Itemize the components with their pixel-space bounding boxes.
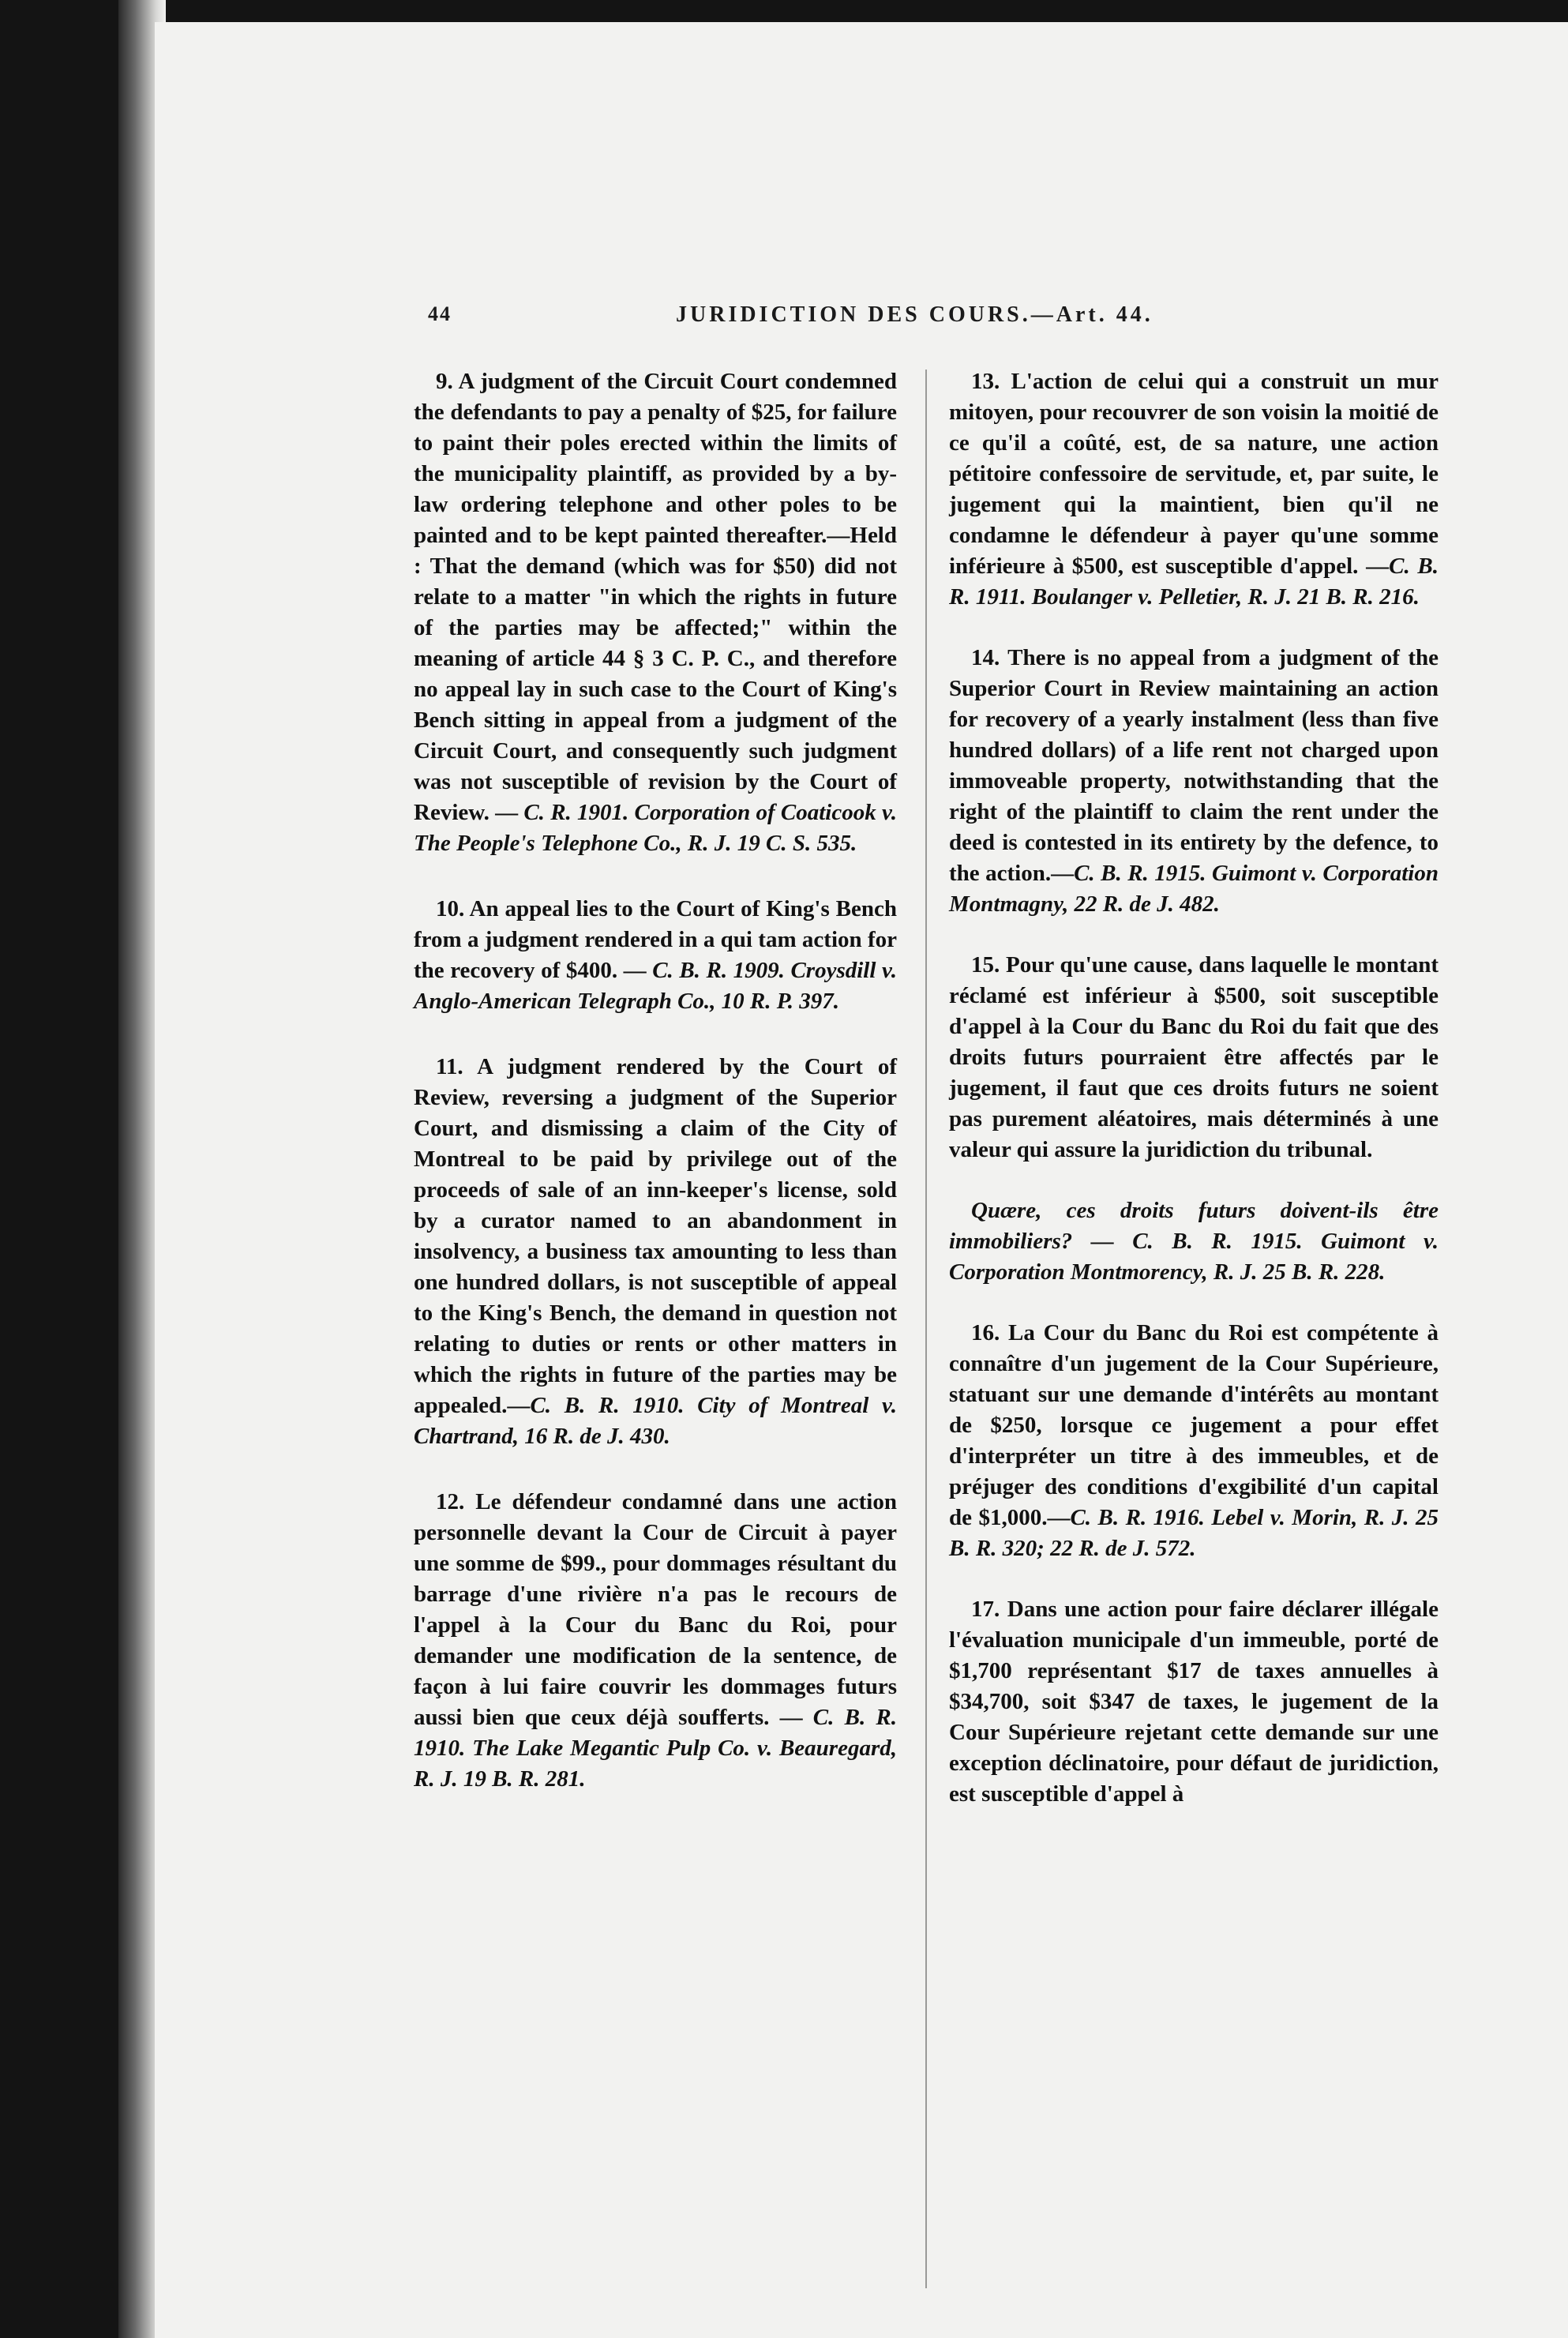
citation: C. B. R. 1916. Lebel v. Morin, R. J. 25 B. R. 320; 22 R. de J. 572. [949,1505,1439,1561]
paragraph-body: Quære, ces droits futurs doivent-ils être immobiliers? — [949,1198,1439,1254]
paragraph-11 [414,1052,897,1452]
column-divider [925,370,927,2288]
citation: C. B. R. 1911. Boulanger v. Pelletier, R. J. 21 B. R. 216. [949,554,1439,610]
page-header [155,302,1568,342]
paragraph-body: 10. An appeal lies to the Court of King's Bench from a judgment rendered in a qui tam action for the recovery of $400. — [414,896,897,983]
paragraph-body: 9. A judgment of the Circuit Court condemned the defendants to pay a penalty of $25, for failure to paint their poles erected within the limits of the municipality plaintiff, as provided by a by-law ordering telephone and other poles to be painted and to be kept painted thereafter.—Held : That the demand (which was for $50) did not relate to a matter "in which the rights in future of the parties may be affected;" within the meaning of article 44 § 3 C. P. C., and therefore no appeal lay in such case to the Court of King's Bench sitting in appeal from a judgment of the Circuit Court, and consequently such judgment was not susceptible of revision by the Court of Review. — [414,369,897,825]
citation: C. B. R. 1909. Croysdill v. Anglo-American Telegraph Co., 10 R. P. 397. [414,958,897,1014]
paragraph-quaere [949,1195,1439,1288]
paragraph-13 [949,366,1439,613]
citation: C. R. 1901. Corporation of Coaticook v. The People's Telephone Co., R. J. 19 C. S. 535. [414,800,897,856]
paragraph-10 [414,894,897,1017]
running-title: JURIDICTION DES COURS.—Art. 44. [676,302,1153,327]
paragraph-body: 17. Dans une action pour faire déclarer illégale l'évaluation municipale d'un immeuble, porté de $1,700 représentant $17 de taxes annuelles à $34,700, soit $347 de taxes, le jugement de la Cour Supérieure rejetant cette demande sur une exception déclinatoire, pour défaut de juridiction, est susceptible d'appel à [949,1597,1439,1807]
citation: C. B. R. 1910. City of Montreal v. Chartrand, 16 R. de J. 430. [414,1393,897,1449]
paragraph-15 [949,950,1439,1165]
paragraph-16 [949,1318,1439,1564]
right-column [949,366,1439,1840]
citation: C. B. R. 1910. The Lake Megantic Pulp Co. v. Beauregard, R. J. 19 B. R. 281. [414,1705,898,1792]
page-number: 44 [428,302,452,325]
paragraph-14 [949,643,1439,920]
paragraph-17 [949,1594,1439,1810]
paragraph-body: 13. L'action de celui qui a construit un mur mitoyen, pour recouvrer de son voisin la moitié de ce qu'il a coûté, est, de sa nature, une action pétitoire confessoire de servitude, et, par suite, le jugement qui la maintient, bien qu'il ne condamne le défendeur à payer qu'une somme inférieure à $500, est susceptible d'appel. — [949,369,1439,579]
left-column [414,366,897,1829]
paragraph-body: 14. There is no appeal from a judgment of the Superior Court in Review maintaining an action for recovery of a yearly instalment (less than five hundred dollars) of a life rent not charged upon immoveable property, notwithstanding that the right of the plaintiff to claim the rent under the deed is contested in its entirety by the defence, to the action.— [949,645,1439,886]
paragraph-12 [414,1487,897,1795]
paragraph-9 [414,366,897,859]
scanned-page [155,22,1568,2338]
citation: C. B. R. 1915. Guimont v. Corporation Montmorency, R. J. 25 B. R. 228. [949,1229,1439,1285]
citation: C. B. R. 1915. Guimont v. Corporation Montmagny, 22 R. de J. 482. [949,861,1439,917]
paragraph-body: 11. A judgment rendered by the Court of Review, reversing a judgment of the Superior Court, and dismissing a claim of the City of Montreal to be paid by privilege out of the proceeds of sale of an inn-keeper's license, sold by a curator named to an abandonment in insolvency, a business tax amounting to less than one hundred dollars, is not susceptible of appeal to the King's Bench, the demand in question not relating to duties or rents or other matters in which the rights in future of the parties may be appealed.— [414,1054,897,1418]
paragraph-body: 16. La Cour du Banc du Roi est compétente à connaître d'un jugement de la Cour Supérieure, statuant sur une demande d'intérêts au montant de $250, lorsque ce jugement a pour effet d'interpréter un titre à des immeubles, et de préjuger des conditions d'exgibilité d'un capital de $1,000.— [949,1320,1439,1530]
paragraph-body: 15. Pour qu'une cause, dans laquelle le montant réclamé est inférieur à $500, soit susceptible d'appel à la Cour du Banc du Roi du fait que des droits futurs pourraient être affectés par le jugement, il faut que ces droits futurs ne soient pas purement aléatoires, mais déterminés à une valeur qui assure la juridiction du tribunal. [949,952,1439,1162]
paragraph-body: 12. Le défendeur condamné dans une action personnelle devant la Cour de Circuit à payer une somme de $99., pour dommages résultant du barrage d'une rivière n'a pas le recours de l'appel à la Cour du Banc du Roi, pour demander une modification de la sentence, de façon à lui faire couvrir les dommages futurs aussi bien que ceux déjà soufferts. — [414,1489,897,1730]
